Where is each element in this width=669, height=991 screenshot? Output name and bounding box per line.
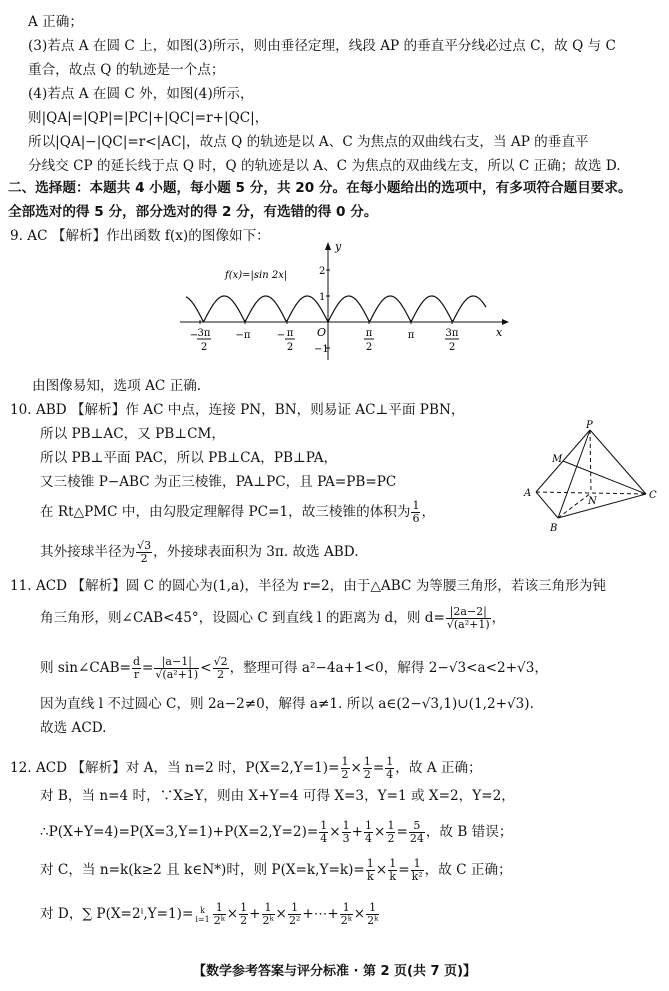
text-line: 又三棱锥 P−ABC 为正三棱锥，PA⊥PC，且 PA=PB=PC xyxy=(40,474,397,490)
vertex-label: N xyxy=(588,496,597,507)
svg-text:−: − xyxy=(189,330,199,341)
function-label: f(x)=|sin 2x| xyxy=(225,270,288,281)
text-line: 由图像易知，选项 AC 正确. xyxy=(32,378,202,394)
text-line: 故选 ACD. xyxy=(40,720,107,736)
section-heading: 二、选择题：本题共 4 小题，每小题 5 分，共 20 分。在每小题给出的选项中，有多项符合题目要求。 xyxy=(8,180,632,196)
text-line: 对 C，当 n=k(k≥2 且 k∈N*)时，则 P(X=k,Y=k)= $\frac{1}{k}$ × $\frac{1}{k}$ = $\frac{1}{\text{k²}}$ ，故 C 正确； xyxy=(40,857,512,883)
svg-text:π: π xyxy=(286,328,294,339)
origin-label: O xyxy=(317,326,327,339)
page-footer: 【数学参考答案与评分标准 · 第 2 页(共 7 页)】 xyxy=(192,964,477,979)
vertex-label: M xyxy=(552,454,563,465)
svg-text:−: − xyxy=(276,330,286,341)
text-line: (3)若点 A 在圆 C 上，如图(3)所示，则由垂径定理，线段 AP 的垂直平分线必过点 C，故 Q 与 C xyxy=(28,38,616,54)
text-line: 在 Rt△PMC 中，由勾股定理解得 PC=1，故三棱锥的体积为 $\frac{1}{6}$ ， xyxy=(40,499,436,525)
question-12: 12. ACD 【解析】对 A，当 n=2 时，P(X=2,Y=1)= $\frac{1}{2}$ × $\frac{1}{2}$ = $\frac{1}{4}$ ，故 A 正确； xyxy=(10,755,482,781)
text-line: 分线交 CP 的延长线于点 Q 时，Q 的轨迹是以 A、C 为焦点的双曲线左支，所以 C 正确；故选 D. xyxy=(28,158,621,174)
y-tick-label: 1 xyxy=(319,292,326,303)
text-line: 重合，故点 Q 的轨迹是一个点； xyxy=(28,62,225,78)
pyramid-figure xyxy=(518,418,660,538)
text-line: 所以 PB⊥平面 PAC，所以 PB⊥CA，PB⊥PA， xyxy=(40,450,338,466)
x-axis-label: x xyxy=(496,326,503,339)
text-line: 对 B，当 n=4 时，∵X≥Y，则由 X+Y=4 可得 X=3，Y=1 或 X=2，Y=2， xyxy=(40,788,515,804)
x-tick-label: −π xyxy=(235,330,251,341)
svg-text:2: 2 xyxy=(448,342,456,353)
text-line: 则 sin∠CAB= $\frac{d}{r}$ = $\frac{|a-1|}{\text{√(a²+1)}}$ < $\frac{√2}{2}$ ，整理可得 a²−4a+1<0，解得 2−√3<a<2+√3， xyxy=(40,655,548,681)
function-graph xyxy=(180,240,510,365)
svg-text:2: 2 xyxy=(365,342,373,353)
y-tick-label: 2 xyxy=(319,266,326,277)
vertex-label: P xyxy=(586,420,593,431)
text-line: 对 D，∑ P(X=2ⁱ,Y=1)= k i=1 $\frac{1}{\text{2ᵏ}}$ × $\frac{1}{2}$ + $\frac{1}{\text{2ᵏ}}$ × $\frac{1}{\text{2²}}$ +⋯+ $\frac{1}{\text{2ᵏ}}$ × $\frac{1}{\text{2ᵏ}}$ xyxy=(40,901,379,927)
svg-text:3π: 3π xyxy=(197,328,211,339)
svg-text:π: π xyxy=(365,328,373,339)
text-line: 所以|QA|−|QC|=r<|AC|，故点 Q 的轨迹是以 A、C 为焦点的双曲线右支，当 AP 的垂直平 xyxy=(28,134,589,150)
text-line: A 正确； xyxy=(28,14,83,30)
question-9: 9. AC 【解析】作出函数 f(x)的图像如下： xyxy=(10,228,270,244)
svg-text:2: 2 xyxy=(200,342,208,353)
y-tick-label: −1 xyxy=(314,344,329,355)
svg-text:π: π xyxy=(407,330,415,341)
section-heading: 全部选对的得 5 分，部分选对的得 2 分，有选错的得 0 分。 xyxy=(8,204,378,220)
text-line: 角三角形，则∠CAB<45°，设圆心 C 到直线 l 的距离为 d，则 d= $\frac{|2a-2|}{\text{√(a²+1)}}$ ， xyxy=(40,605,506,631)
text-line: 因为直线 l 不过圆心 C，则 2a−2≠0，解得 a≠1. 所以 a∈(2−√3,1)∪(1,2+√3). xyxy=(40,696,534,712)
svg-text:3π: 3π xyxy=(445,328,459,339)
vertex-label: B xyxy=(550,523,558,534)
y-axis-label: y xyxy=(335,240,342,253)
text-line: 则|QA|=|QP|=|PC|+|QC|=r+|QC|， xyxy=(28,110,269,126)
question-10: 10. ABD 【解析】作 AC 中点，连接 PN，BN，则易证 AC⊥平面 PBN， xyxy=(10,402,465,418)
text-line: 所以 PB⊥AC，又 PB⊥CM， xyxy=(40,426,225,442)
vertex-label: C xyxy=(649,490,657,501)
text-line: ∴P(X+Y=4)=P(X=3,Y=1)+P(X=2,Y=2)= $\frac{1}{4}$ × $\frac{1}{3}$ + $\frac{1}{4}$ × $\frac{1}{2}$ = $\frac{5}{24}$ ，故 B 错误； xyxy=(40,819,513,845)
text-line: (4)若点 A 在圆 C 外，如图(4)所示， xyxy=(28,86,254,102)
svg-text:2: 2 xyxy=(286,342,294,353)
vertex-label: A xyxy=(524,488,532,499)
text-line: 其外接球半径为 $\frac{√3}{2}$ ，外接球表面积为 3π. 故选 ABD. xyxy=(40,539,359,565)
question-11: 11. ACD 【解析】圆 C 的圆心为(1,a)，半径为 r=2，由于△ABC 为等腰三角形，若该三角形为钝 xyxy=(10,578,607,594)
